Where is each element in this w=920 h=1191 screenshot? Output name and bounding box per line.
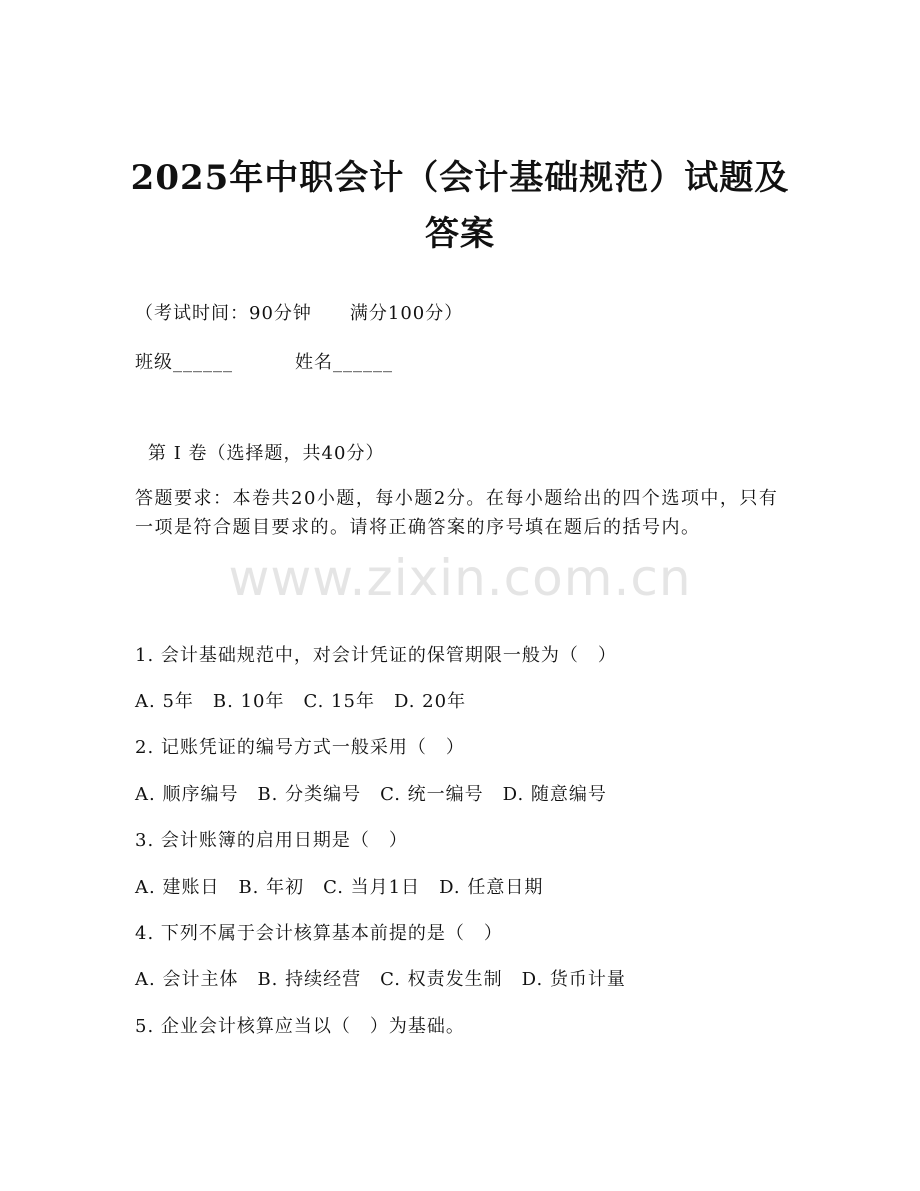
name-field: 姓名______ — [295, 352, 393, 373]
class-field: 班级______ — [135, 352, 233, 373]
document-title: 2025年中职会计（会计基础规范）试题及答案 — [130, 158, 790, 254]
question-options: A. 顺序编号 B. 分类编号 C. 统一编号 D. 随意编号 — [135, 784, 607, 805]
question-options: A. 5年 B. 10年 C. 15年 D. 20年 — [135, 691, 467, 712]
question-stem: 5. 企业会计核算应当以（ ）为基础。 — [135, 1016, 465, 1037]
question-stem: 1. 会计基础规范中，对会计凭证的保管期限一般为（ ） — [135, 645, 617, 666]
question-stem: 2. 记账凭证的编号方式一般采用（ ） — [135, 737, 465, 758]
watermark: www.zixin.com.cn — [228, 549, 692, 607]
question-stem: 4. 下列不属于会计核算基本前提的是（ ） — [135, 923, 503, 944]
instructions: 答题要求：本卷共20小题，每小题2分。在每小题给出的四个选项中，只有一项是符合题目要求的。请将正确答案的序号填在题后的括号内。 — [135, 488, 779, 538]
question-options: A. 建账日 B. 年初 C. 当月1日 D. 任意日期 — [135, 877, 544, 898]
question-options: A. 会计主体 B. 持续经营 C. 权责发生制 D. 货币计量 — [135, 969, 626, 990]
question-stem: 3. 会计账簿的启用日期是（ ） — [135, 830, 408, 851]
exam-info: （考试时间：90分钟 满分100分） — [135, 303, 464, 324]
section-heading: 第 I 卷（选择题，共40分） — [148, 443, 385, 464]
